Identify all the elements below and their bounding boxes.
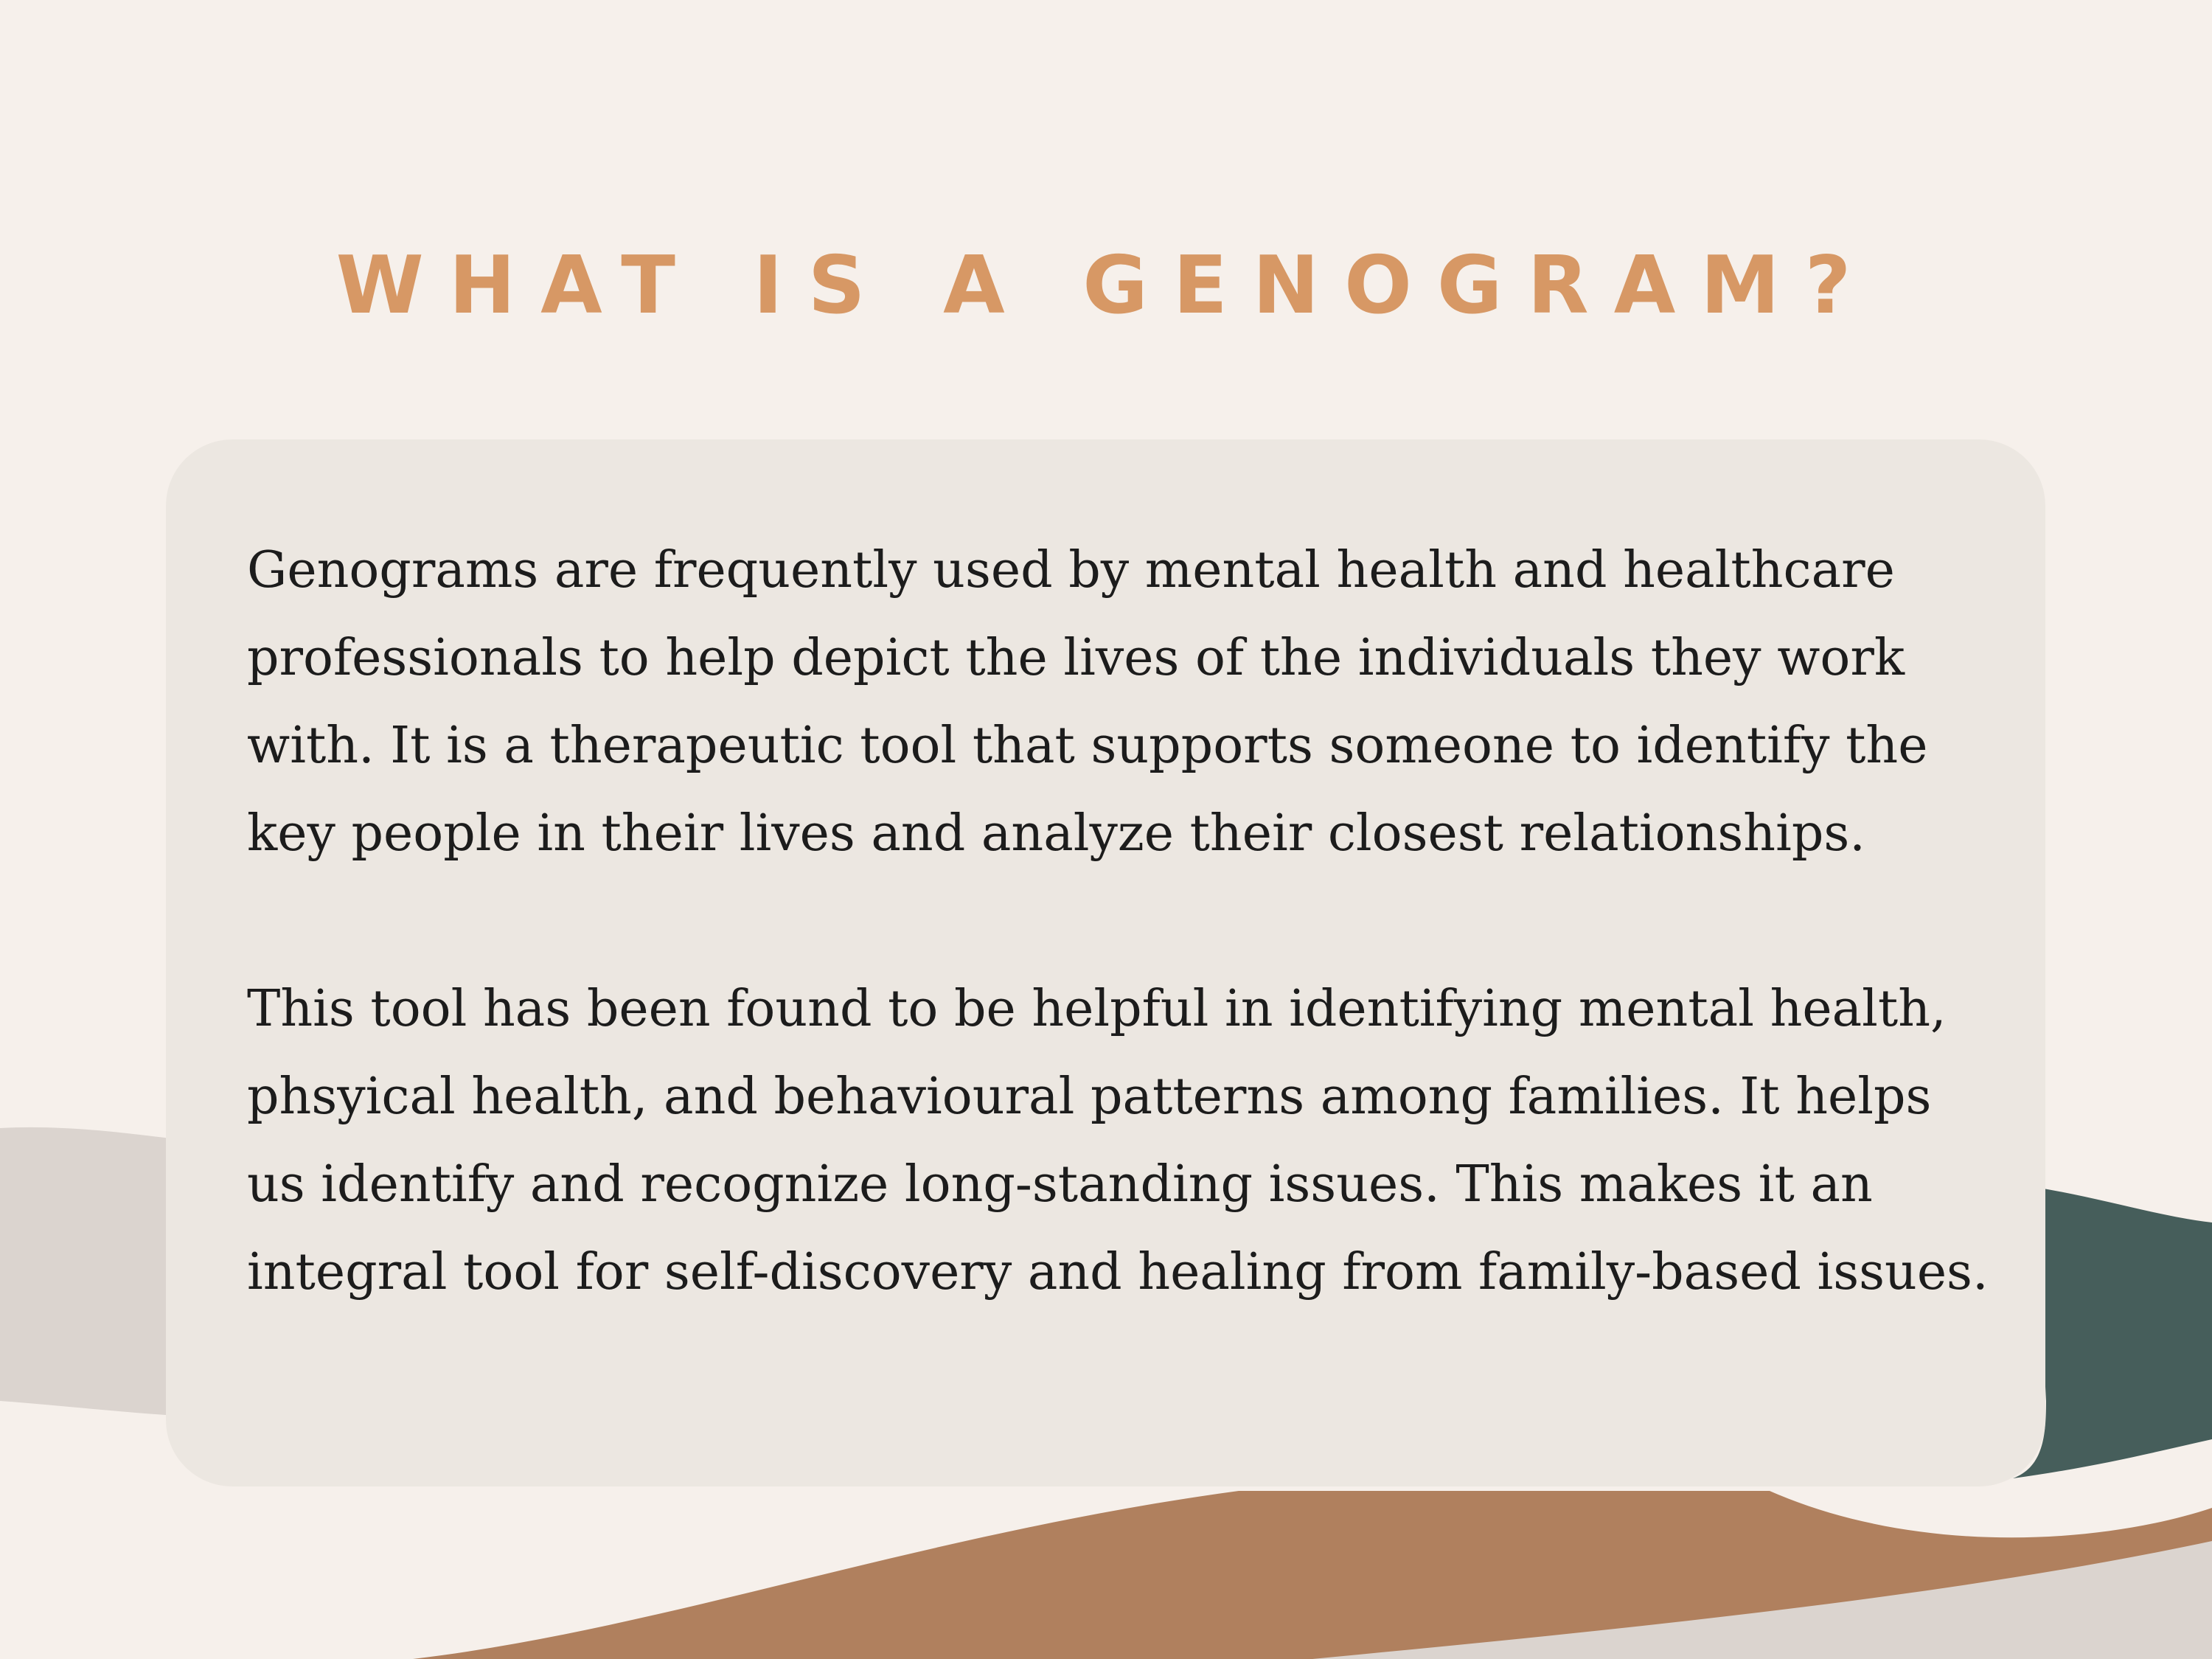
left-gray-wave	[0, 1127, 177, 1416]
content-card	[166, 439, 2045, 1486]
paragraph-definition: Genograms are frequently used by mental health and healthcare professionals to help depict the lives of the individuals they work with. It is a therapeutic tool that supports someone to identify the key people in their lives and analyze their closest relationships.	[247, 541, 1928, 863]
page-title: WHAT IS A GENOGRAM?	[335, 240, 1877, 332]
paragraph-benefits: This tool has been found to be helpful in identifying mental health, phsyical health, and behavioural patterns among families. It helps us identify and recognize long-standing issues. This makes it an integral tool for self-discovery and healing from family-based issues.	[247, 980, 1989, 1301]
